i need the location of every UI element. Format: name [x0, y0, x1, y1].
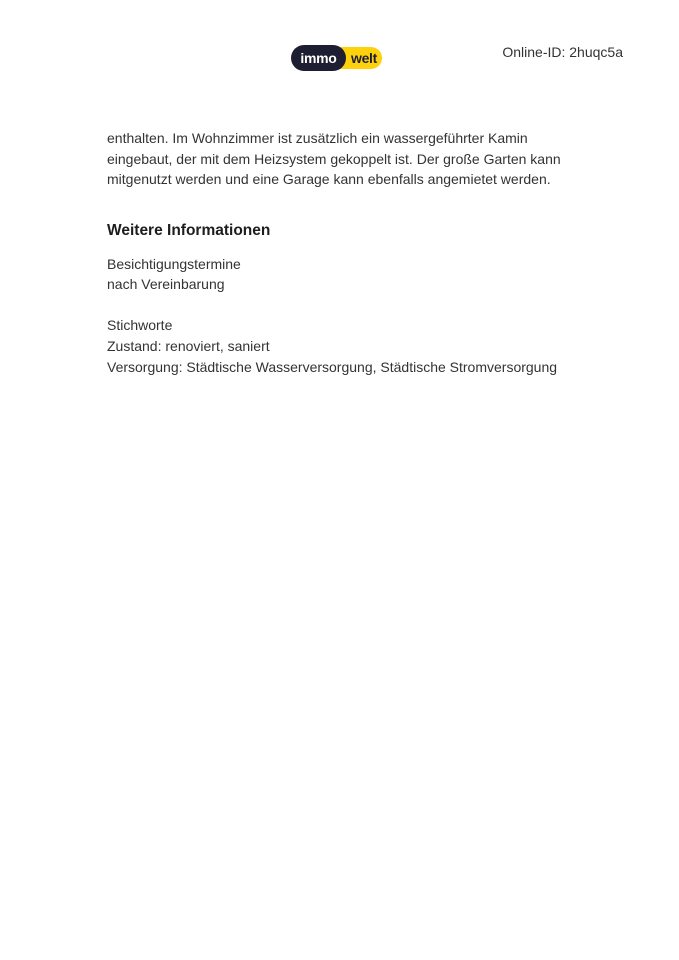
body-paragraph — [107, 128, 587, 190]
body-text-line: eingebaut, der mit dem Heizsystem gekoppelt ist. Der große Garten kann — [107, 150, 561, 167]
content-area — [107, 128, 587, 378]
body-text-line: mitgenutzt werden und eine Garage kann ebenfalls angemietet werden. — [107, 171, 551, 187]
keywords-block — [107, 315, 587, 378]
logo-welt-label: welt — [350, 50, 378, 66]
online-id-label: Online-ID: 2huqc5a — [502, 44, 623, 60]
viewing-value: nach Vereinbarung — [107, 276, 225, 292]
keyword-line-zustand: Zustand: renoviert, saniert — [107, 337, 270, 354]
logo-immo-label: immo — [300, 50, 337, 66]
section-heading: Weitere Informationen — [107, 221, 271, 239]
viewing-label: Besichtigungstermine — [107, 255, 241, 272]
immowelt-logo — [291, 45, 382, 71]
body-text-line: enthalten. Im Wohnzimmer ist zusätzlich ein wassergeführter Kamin — [107, 130, 528, 146]
viewing-appointments-block — [107, 254, 587, 295]
logo-welt-segment — [346, 47, 382, 69]
keywords-label: Stichworte — [107, 316, 173, 333]
keyword-line-versorgung: Versorgung: Städtische Wasserversorgung, Städtische Stromversorgung — [107, 358, 558, 375]
logo-immo-segment — [291, 45, 346, 71]
